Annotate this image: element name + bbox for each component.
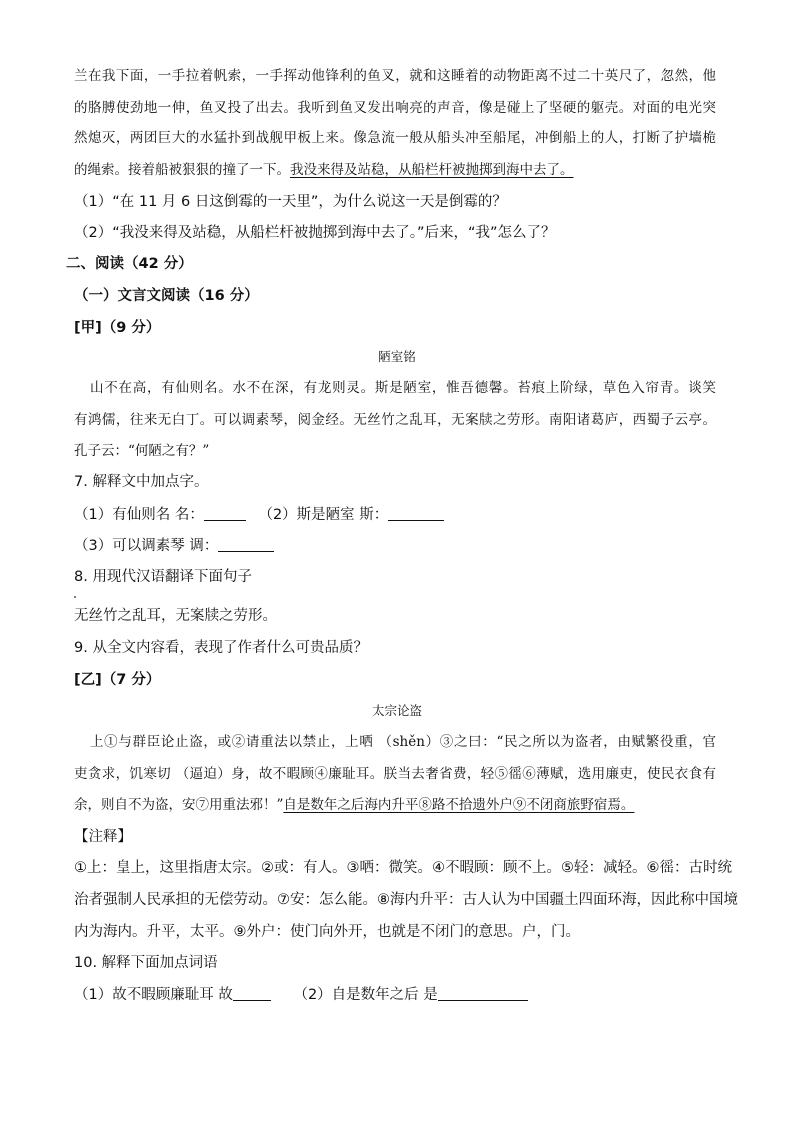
q7-item-1: （1）有仙则名 名：: [74, 507, 204, 523]
yi-line-2: 吏贪求，饥寒切 （逼迫）身，故不暇顾④廉耻耳。朕当去奢省费，轻⑤徭⑥薄赋，选用廉吏，使民衣食有: [74, 766, 716, 782]
passage-underlined-sentence: 我没来得及站稳，从船栏杆被抛掷到海中去了。: [290, 162, 574, 178]
part-label-jia: [甲]（9 分）: [74, 320, 161, 336]
q8-sentence: 无丝竹之乱耳，无案牍之劳形。: [74, 608, 277, 624]
q10-answer-blank-2[interactable]: [438, 986, 528, 1001]
q7-item-2: （2）斯是陋室 斯：: [258, 507, 389, 523]
yi-underlined-sentence: 自是数年之后海内升平⑧路不拾遗外户⑨不闭商旅野宿焉。: [283, 797, 635, 813]
passage-line-4: [74, 160, 574, 180]
yi-line-3-text: 余，则自不为盗，安⑦用重法邪！”: [74, 797, 284, 813]
q7-answer-blank-1[interactable]: [204, 506, 246, 521]
q10-item-1: （1）故不暇顾廉耻耳 故: [74, 987, 233, 1003]
q7-answer-blank-2[interactable]: [388, 506, 444, 521]
q8-stem: 8. 用现代汉语翻译下面句子: [74, 569, 252, 585]
question-2: （2）“我没来得及站稳，从船栏杆被抛掷到海中去了。”后来，“我”怎么了？: [74, 225, 556, 241]
section-heading-reading: 二、阅读（42 分）: [66, 256, 193, 272]
q10-item-2: （2）自是数年之后 是: [293, 987, 438, 1003]
passage-line-2: 的胳膊使劲地一伸，鱼叉投了出去。我听到鱼叉发出响亮的声音，像是碰上了坚硬的躯壳。对面的电光突: [74, 100, 716, 116]
part-label-yi: [乙]（7 分）: [74, 672, 161, 688]
jia-line-2: 有鸿儒，往来无白丁。可以调素琴，阅金经。无丝竹之乱耳，无案牍之劳形。南阳诸葛庐，西蜀子云亭。: [74, 412, 716, 428]
notes-line-3: 内为海内。升平，太平。⑨外户：使门向外开，也就是不闭门的意思。户，门。: [74, 924, 580, 940]
notes-line-1: ①上：皇上，这里指唐太宗。②或：有人。③哂：微笑。④不暇顾：顾不上。⑤轻：减轻。⑥徭：古时统: [74, 860, 732, 876]
question-1: （1）“在 11 月 6 日这倒霉的一天里”，为什么说这一天是倒霉的？: [74, 194, 507, 210]
jia-title: 陋室铭: [378, 349, 416, 364]
q7-stem: 7. 解释文中加点字。: [74, 474, 209, 490]
stray-dot: [74, 596, 76, 598]
q7-item-3: （3）可以调素琴 调：: [74, 538, 219, 554]
yi-line-1: 上①与群臣论止盗，或②请重法以禁止，上哂 （shěn）③之曰：“民之所以为盗者，由赋繁役重，官: [90, 734, 716, 750]
passage-line-3: 然熄灭，两团巨大的水猛扑到战舰甲板上来。像急流一般从船头冲至船尾，冲倒船上的人，打断了护墙桅: [74, 130, 716, 146]
q10-row: [74, 985, 528, 1005]
notes-heading: 【注释】: [74, 829, 132, 845]
q10-answer-blank-1[interactable]: [233, 986, 271, 1001]
jia-line-3: 孔子云：“何陋之有？”: [74, 443, 210, 459]
subsection-heading-classical: （一）文言文阅读（16 分）: [74, 288, 259, 304]
q7-answer-blank-3[interactable]: [218, 537, 274, 552]
jia-line-1: 山不在高，有仙则名。水不在深，有龙则灵。斯是陋室，惟吾德馨。苔痕上阶绿，草色入帘青。谈笑: [90, 380, 716, 396]
q7-row-1: [74, 505, 444, 525]
q9-stem: 9. 从全文内容看，表现了作者什么可贵品质？: [74, 640, 368, 656]
yi-title: 太宗论盗: [371, 703, 422, 718]
q10-stem: 10. 解释下面加点词语: [74, 955, 218, 971]
yi-line-3: [74, 795, 634, 815]
passage-line-4-text: 的绳索。接着船被狠狠的撞了一下。: [74, 162, 290, 178]
notes-line-2: 治者强制人民承担的无偿劳动。⑦安：怎么能。⑧海内升平：古人认为中国疆土四面环海，因此称中国境: [74, 892, 738, 908]
q7-row-2: [74, 536, 274, 556]
passage-line-1: 兰在我下面，一手拉着帆索，一手挥动他锋利的鱼叉，就和这睡着的动物距离不过二十英尺了，忽然，他: [74, 68, 716, 84]
